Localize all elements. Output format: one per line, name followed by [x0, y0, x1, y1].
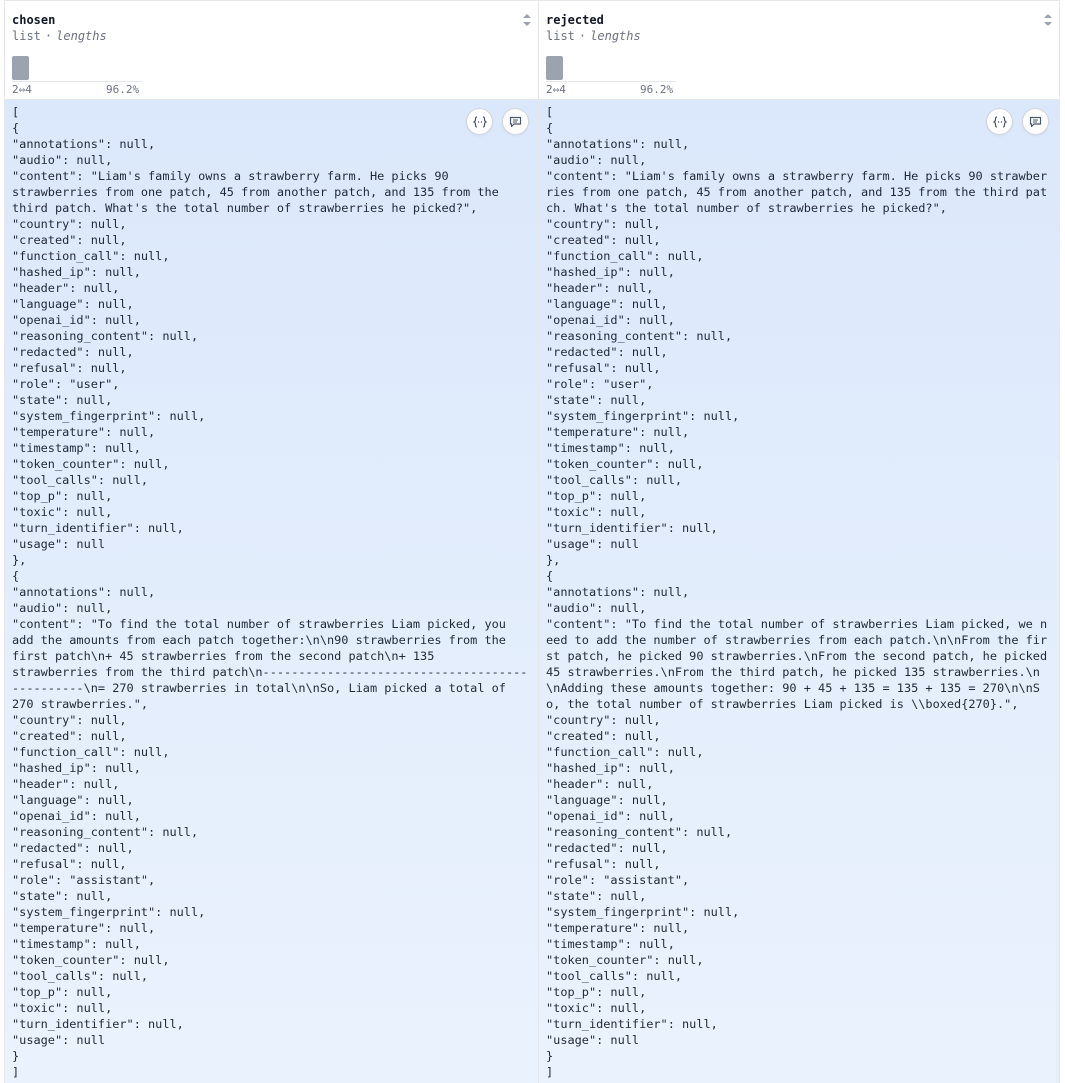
column-title: rejected — [546, 13, 604, 27]
comment-icon — [1029, 116, 1042, 128]
histogram-baseline — [546, 81, 676, 82]
cell-json-text: [ { "annotations": null, "audio": null, "content": "Liam's family owns a strawberry farm. He picks 90 strawberries from one patch, 45 from another patch, and 135 from the third patch. What's the total number of strawberries he picked?", "country": null, "created": null, "function_call": null, "hashed_ip": null, "header": null, "language": null, "openai_id": null, "reasoning_content": null, "redacted": null, "refusal": null, "role": "user", "state": null, "system_fingerprint": null, "temperature": null, "timestamp": null, "token_counter": null, "tool_calls": null, "top_p": null, "toxic": null, "turn_identifier": null, "usage": null }, { "annotations": null, "audio": null, "content": "To find the total number of strawberries Liam picked, you add the amounts from each patch together:\n\n90 strawberries from the first patch\n+ 45 strawberries from the second patch\n+ 135 strawberries from the third patch\n------------------------------------- ----------\n= 270 strawberries in total\n\nSo, Liam picked a total of 270 strawberries.", "country": null, "created": null, "function_call": null, "hashed_ip": null, "header": null, "language": null, "openai_id": null, "reasoning_content": null, "redacted": null, "refusal": null, "role": "assistant", "state": null, "system_fingerprint": null, "temperature": null, "timestamp": null, "token_counter": null, "tool_calls": null, "top_p": null, "toxic": null, "turn_identifier": null, "usage": null } ] — [12, 105, 528, 1079]
cell-scrollbar[interactable] — [1056, 460, 1059, 1083]
json-view-button[interactable] — [466, 108, 493, 135]
separator-dot: · — [578, 29, 587, 43]
stat-label: lengths — [590, 29, 641, 43]
json-view-button[interactable] — [986, 108, 1013, 135]
histogram-bar[interactable] — [546, 56, 563, 80]
column-rejected — [539, 0, 1060, 1083]
histogram-percent: 96.2% — [640, 83, 674, 96]
histogram-baseline — [12, 81, 142, 82]
histogram-range: 2⇔4 — [12, 83, 32, 96]
cell-json-text: [ { "annotations": null, "audio": null, "content": "Liam's family owns a strawberry farm. He picks 90 strawber ries from one patch, 45 from another patch, and 135 from the third pat ch. What's the total number of strawberries he picked?", "country": null, "created": null, "function_call": null, "hashed_ip": null, "header": null, "language": null, "openai_id": null, "reasoning_content": null, "redacted": null, "refusal": null, "role": "user", "state": null, "system_fingerprint": null, "temperature": null, "timestamp": null, "token_counter": null, "tool_calls": null, "top_p": null, "toxic": null, "turn_identifier": null, "usage": null }, { "annotations": null, "audio": null, "content": "To find the total number of strawberries Liam picked, we n eed to add the number of strawberries from each patch.\n\nFrom the fir st patch, he picked 90 strawberries.\nFrom the second patch, he picked 45 strawberries.\nFrom the third patch, he picked 135 strawberries.\n \nAdding these amounts together: 90 + 45 + 135 = 135 + 135 = 270\n\nS o, the total number of strawberries Liam picked is \\boxed{270}.", "country": null, "created": null, "function_call": null, "hashed_ip": null, "header": null, "language": null, "openai_id": null, "reasoning_content": null, "redacted": null, "refusal": null, "role": "assistant", "state": null, "system_fingerprint": null, "temperature": null, "timestamp": null, "token_counter": null, "tool_calls": null, "top_p": null, "toxic": null, "turn_identifier": null, "usage": null } ] — [546, 105, 1048, 1079]
comment-icon — [509, 116, 522, 128]
comment-button[interactable] — [502, 108, 529, 135]
comment-button[interactable] — [1022, 108, 1049, 135]
column-subtitle — [12, 29, 107, 43]
stat-label: lengths — [56, 29, 107, 43]
histogram-bar[interactable] — [12, 56, 29, 80]
cell-rejected[interactable] — [539, 100, 1059, 1083]
separator-dot: · — [44, 29, 53, 43]
braces-icon — [993, 116, 1007, 128]
sort-icon[interactable] — [1043, 13, 1053, 27]
braces-icon — [473, 116, 487, 128]
sort-icon[interactable] — [522, 13, 532, 27]
column-header-chosen[interactable] — [5, 0, 538, 100]
page-edge — [1060, 0, 1065, 1083]
length-histogram[interactable] — [12, 54, 142, 82]
length-histogram[interactable] — [546, 54, 676, 82]
cell-chosen[interactable] — [5, 100, 538, 1083]
column-type: list — [12, 29, 41, 43]
column-subtitle — [546, 29, 641, 43]
column-chosen — [4, 0, 539, 1083]
histogram-percent: 96.2% — [106, 83, 140, 96]
histogram-range: 2⇔4 — [546, 83, 566, 96]
column-type: list — [546, 29, 575, 43]
column-title: chosen — [12, 13, 56, 27]
column-header-rejected[interactable] — [539, 0, 1059, 100]
